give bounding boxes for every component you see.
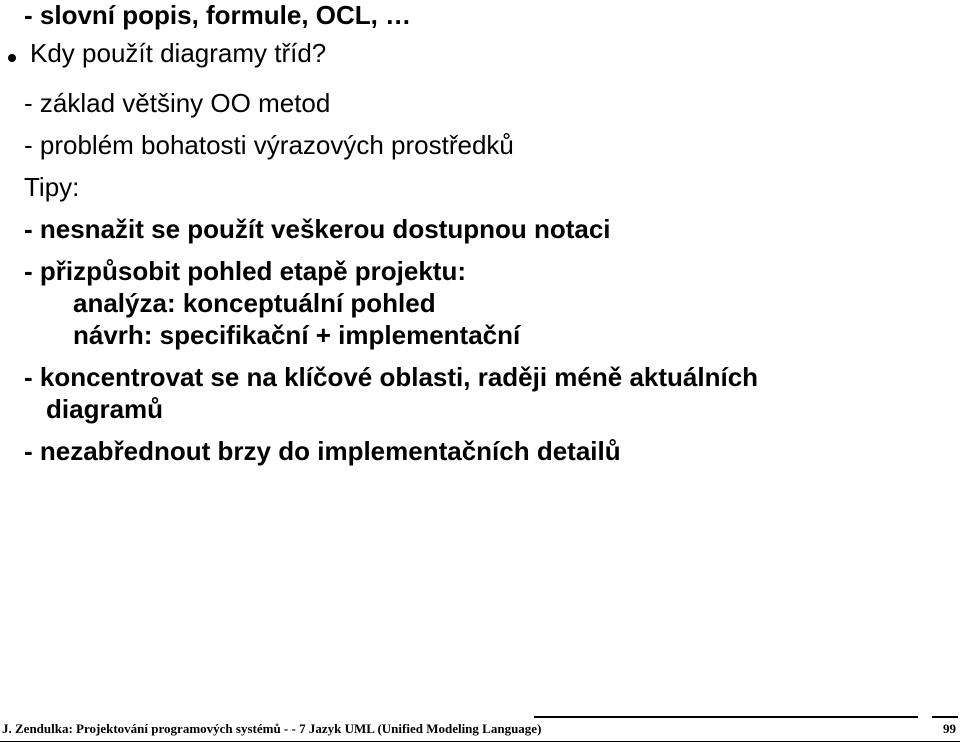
line-notation-types: - slovní popis, formule, OCL, … <box>24 0 412 30</box>
line-analysis: analýza: konceptuální pohled <box>73 288 436 318</box>
line-question: Kdy použít diagramy tříd? <box>30 38 327 68</box>
line-tip-focus-cont: diagramů <box>46 394 164 424</box>
line-tip-details: - nezabřednout brzy do implementačních detailů <box>24 436 621 466</box>
footer-rule-page <box>932 716 958 718</box>
line-tips-heading: Tipy: <box>24 172 80 202</box>
line-design: návrh: specifikační + implementační <box>73 320 521 350</box>
line-problem: - problém bohatosti výrazových prostředků <box>24 130 514 160</box>
footer-title: J. Zendulka: Projektování programových systémů - - 7 Jazyk UML (Unified Modeling Language) <box>2 721 542 736</box>
line-tip-notation: - nesnažit se použít veškerou dostupnou notaci <box>24 214 611 244</box>
footer-rule <box>534 716 918 718</box>
page-number: 99 <box>943 721 956 736</box>
footer <box>0 712 960 742</box>
line-tip-focus: - koncentrovat se na klíčové oblasti, raději méně aktuálních <box>24 362 759 392</box>
line-tip-adapt: - přizpůsobit pohled etapě projektu: <box>24 256 466 286</box>
line-basis: - základ většiny OO metod <box>24 88 331 118</box>
bullet-icon <box>8 54 16 62</box>
